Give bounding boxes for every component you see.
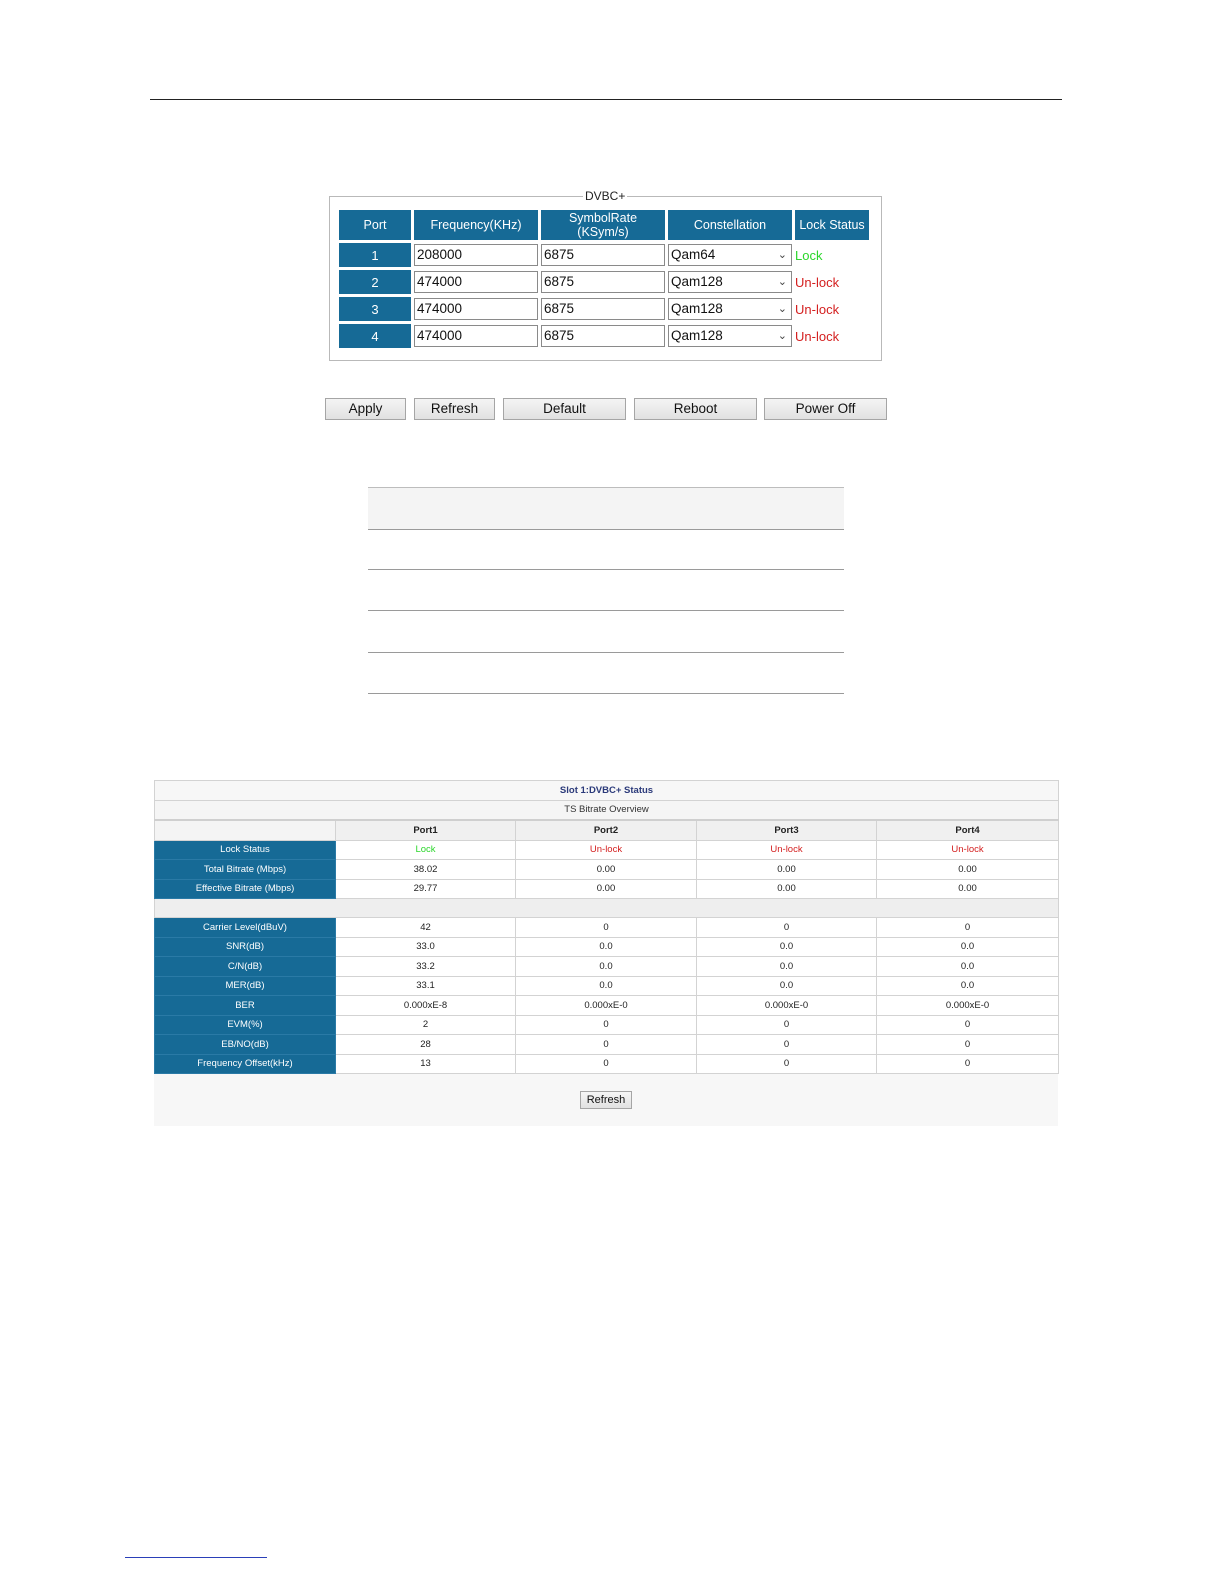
cell-value: 0.0 <box>516 957 697 977</box>
status-footer <box>154 1074 1058 1126</box>
row-label: EVM(%) <box>155 1015 336 1035</box>
constellation-value: Qam64 <box>671 247 716 262</box>
symbolrate-input[interactable]: 6875 <box>541 298 665 320</box>
cell-value: 0.0 <box>877 957 1059 977</box>
cell-value: 0 <box>697 1035 877 1055</box>
chevron-down-icon: ⌄ <box>777 249 787 261</box>
cell-value: 0.0 <box>516 976 697 996</box>
status-title: Slot 1:DVBC+ Status <box>155 781 1059 801</box>
frequency-input[interactable]: 474000 <box>414 271 538 293</box>
status-panel <box>154 780 1058 1126</box>
cell-value: 0 <box>516 918 697 938</box>
symbolrate-input[interactable]: 6875 <box>541 271 665 293</box>
cell-value: 33.0 <box>336 937 516 957</box>
symbolrate-input[interactable]: 6875 <box>541 325 665 347</box>
status-table <box>154 780 1059 1074</box>
table-row <box>155 860 1059 880</box>
lock-status: Un-lock <box>795 274 840 290</box>
col-header-frequency: Frequency(KHz) <box>414 210 538 240</box>
cell-value: 0.00 <box>877 860 1059 880</box>
cell-value: 0.00 <box>697 860 877 880</box>
section-separator <box>155 899 1059 918</box>
frequency-input[interactable]: 474000 <box>414 325 538 347</box>
cell-value: Un-lock <box>697 840 877 860</box>
table-row <box>155 1015 1059 1035</box>
chevron-down-icon: ⌄ <box>777 330 787 342</box>
refresh-button[interactable]: Refresh <box>414 398 495 420</box>
constellation-select[interactable] <box>668 298 792 320</box>
row-label: EB/NO(dB) <box>155 1035 336 1055</box>
row-label: SNR(dB) <box>155 937 336 957</box>
cell-value: 38.02 <box>336 860 516 880</box>
lock-status: Un-lock <box>795 301 840 317</box>
port-number: 1 <box>339 243 411 267</box>
cell-value: 0 <box>877 1035 1059 1055</box>
cell-value: 0.000xE-0 <box>697 996 877 1016</box>
symbolrate-label: SymbolRate <box>568 211 638 225</box>
row-label: Lock Status <box>155 840 336 860</box>
cell-value: 0.000xE-0 <box>877 996 1059 1016</box>
constellation-value: Qam128 <box>671 301 723 316</box>
constellation-value: Qam128 <box>671 328 723 343</box>
row-label: Total Bitrate (Mbps) <box>155 860 336 880</box>
status-col-port2: Port2 <box>516 820 697 840</box>
frequency-input[interactable]: 474000 <box>414 298 538 320</box>
cell-value: 42 <box>336 918 516 938</box>
default-button[interactable]: Default <box>503 398 626 420</box>
table-row <box>155 879 1059 899</box>
table-row <box>155 957 1059 977</box>
status-refresh-button[interactable]: Refresh <box>580 1091 632 1109</box>
row-label: Frequency Offset(kHz) <box>155 1054 336 1074</box>
row-label: Carrier Level(dBuV) <box>155 918 336 938</box>
cell-value: 0.00 <box>697 879 877 899</box>
constellation-select[interactable] <box>668 271 792 293</box>
cell-value: 0.0 <box>877 976 1059 996</box>
row-label: Effective Bitrate (Mbps) <box>155 879 336 899</box>
status-col-port4: Port4 <box>877 820 1059 840</box>
cell-value: 33.1 <box>336 976 516 996</box>
blank-table-header <box>368 487 844 530</box>
cell-value: 29.77 <box>336 879 516 899</box>
page-header-rule <box>150 99 1062 100</box>
cell-value: 0 <box>516 1015 697 1035</box>
dvbc-config-table <box>336 207 872 351</box>
row-label: BER <box>155 996 336 1016</box>
cell-value: 0.0 <box>516 937 697 957</box>
cell-value: Un-lock <box>877 840 1059 860</box>
row-label: C/N(dB) <box>155 957 336 977</box>
status-corner-cell <box>155 820 336 840</box>
cell-value: 0.000xE-8 <box>336 996 516 1016</box>
cell-value: 0 <box>877 1015 1059 1035</box>
col-header-symbolrate <box>541 210 665 240</box>
power-off-button[interactable]: Power Off <box>764 398 887 420</box>
cell-value: 33.2 <box>336 957 516 977</box>
cell-value: 0.00 <box>516 860 697 880</box>
cell-value: Un-lock <box>516 840 697 860</box>
table-row <box>155 1035 1059 1055</box>
blank-table-divider <box>368 652 844 653</box>
lock-status: Un-lock <box>795 328 840 344</box>
footer-link-rule <box>125 1557 267 1558</box>
config-row-port-4 <box>339 324 869 348</box>
table-row <box>155 996 1059 1016</box>
cell-value: 0.0 <box>877 937 1059 957</box>
blank-table-divider <box>368 610 844 611</box>
cell-value: 0.0 <box>697 976 877 996</box>
lock-status: Lock <box>795 247 823 263</box>
cell-value: 0 <box>877 918 1059 938</box>
table-row <box>155 976 1059 996</box>
cell-value: 0 <box>697 1054 877 1074</box>
cell-value: 13 <box>336 1054 516 1074</box>
table-row <box>155 840 1059 860</box>
frequency-input[interactable]: 208000 <box>414 244 538 266</box>
cell-value: 0 <box>877 1054 1059 1074</box>
port-number: 2 <box>339 270 411 294</box>
apply-button[interactable]: Apply <box>325 398 406 420</box>
config-row-port-1 <box>339 243 869 267</box>
table-row <box>155 937 1059 957</box>
dvbc-panel-legend: DVBC+ <box>585 189 626 203</box>
cell-value: 0 <box>697 918 877 938</box>
port-number: 4 <box>339 324 411 348</box>
symbolrate-unit: (KSym/s) <box>577 225 629 239</box>
status-subtitle: TS Bitrate Overview <box>155 800 1059 820</box>
chevron-down-icon: ⌄ <box>777 276 787 288</box>
cell-value: 0.000xE-0 <box>516 996 697 1016</box>
cell-value: 0.0 <box>697 937 877 957</box>
cell-value: 0 <box>516 1035 697 1055</box>
chevron-down-icon: ⌄ <box>777 303 787 315</box>
blank-table-divider <box>368 693 844 694</box>
status-col-port1: Port1 <box>336 820 516 840</box>
col-header-constellation: Constellation <box>668 210 792 240</box>
config-row-port-3 <box>339 297 869 321</box>
cell-value: 0.00 <box>516 879 697 899</box>
cell-value: 0.00 <box>877 879 1059 899</box>
reboot-button[interactable]: Reboot <box>634 398 757 420</box>
col-header-lock-status: Lock Status <box>795 210 869 240</box>
row-label: MER(dB) <box>155 976 336 996</box>
config-row-port-2 <box>339 270 869 294</box>
cell-value: 2 <box>336 1015 516 1035</box>
table-row <box>155 1054 1059 1074</box>
cell-value: 28 <box>336 1035 516 1055</box>
constellation-value: Qam128 <box>671 274 723 289</box>
cell-value: 0 <box>516 1054 697 1074</box>
cell-value: Lock <box>336 840 516 860</box>
symbolrate-input[interactable]: 6875 <box>541 244 665 266</box>
cell-value: 0.0 <box>697 957 877 977</box>
port-number: 3 <box>339 297 411 321</box>
status-col-port3: Port3 <box>697 820 877 840</box>
col-header-port: Port <box>339 210 411 240</box>
constellation-select[interactable] <box>668 244 792 266</box>
blank-table-divider <box>368 569 844 570</box>
table-row <box>155 918 1059 938</box>
constellation-select[interactable] <box>668 325 792 347</box>
cell-value: 0 <box>697 1015 877 1035</box>
